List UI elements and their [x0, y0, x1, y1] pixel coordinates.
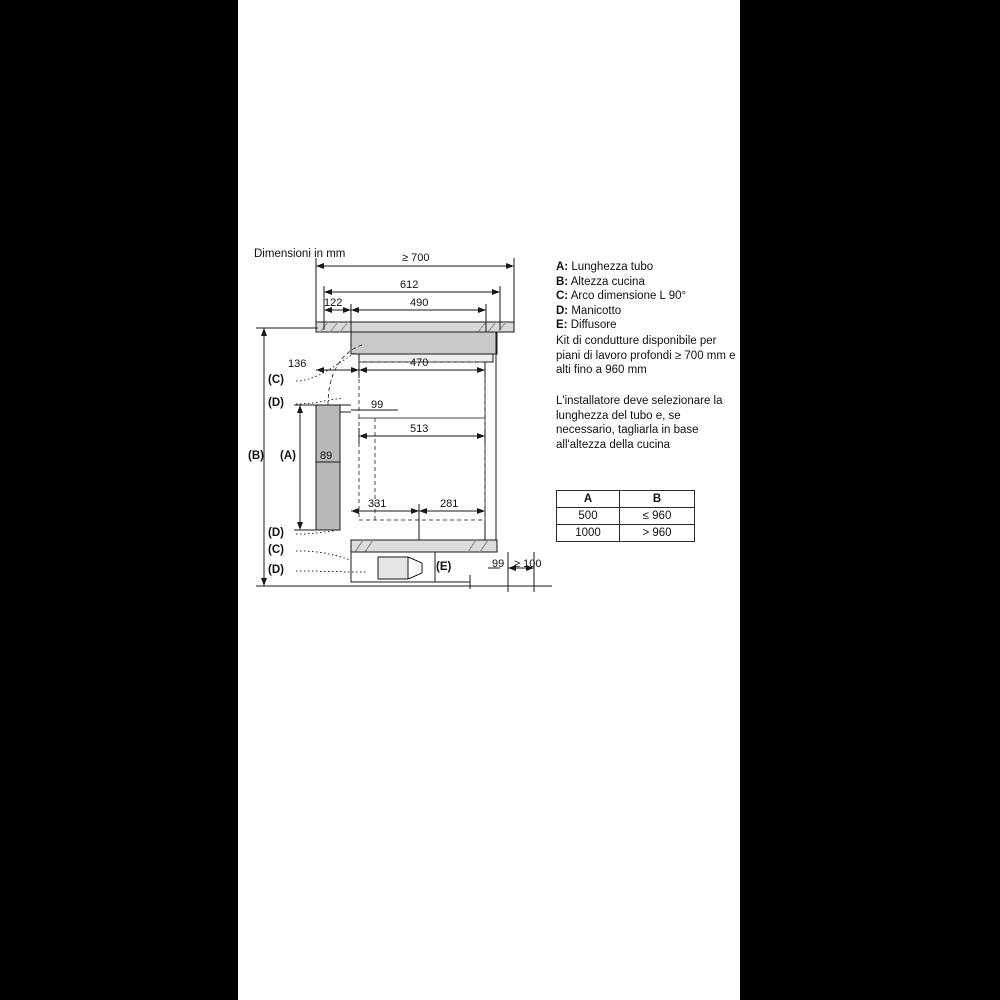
table-cell-a-2: 1000 [557, 525, 620, 542]
callout-d-bottom: (D) [268, 564, 284, 576]
callout-c-top: (C) [268, 374, 284, 386]
dim-99-upper: 99 [371, 399, 384, 411]
dim-490: 490 [410, 297, 429, 309]
dim-281: 281 [440, 498, 459, 510]
legend-key-b: B: [556, 275, 569, 288]
units-note: Dimensioni in mm [254, 248, 346, 260]
dim-122: 122 [324, 297, 343, 309]
dim-470: 470 [410, 357, 429, 369]
dim-331: 331 [368, 498, 387, 510]
table-cell-b-1: ≤ 960 [620, 508, 695, 525]
note-installer: L'installatore deve selezionare la lunghezza del tubo e, se necessario, tagliarla in base all'altezza della cucina [556, 395, 723, 451]
callout-b: (B) [248, 450, 264, 462]
dim-89: 89 [320, 450, 333, 462]
callout-c-bottom: (C) [268, 544, 284, 556]
table-cell-b-2: > 960 [620, 525, 695, 542]
legend-text-b: Altezza cucina [570, 275, 645, 288]
legend-key-e: E: [556, 319, 568, 331]
callout-e: (E) [436, 561, 452, 573]
callout-a: (A) [280, 450, 296, 462]
legend-text-d: Manicotto [571, 304, 622, 317]
letterbox-left [0, 0, 48, 1000]
legend-key-c: C: [556, 290, 569, 302]
technical-drawing-canvas [238, 0, 740, 1000]
table-cell-a-1: 500 [557, 508, 620, 525]
drawing-geometry [238, 0, 740, 1000]
dim-99-lower: 99 [492, 558, 505, 570]
legend-text-e: Diffusore [570, 319, 617, 331]
callout-d-mid: (D) [268, 527, 284, 539]
legend-text-a: Lunghezza tubo [571, 261, 654, 273]
letterbox-right [740, 0, 1000, 1000]
dim-100: ≥ 100 [514, 558, 542, 570]
legend-key-d: D: [556, 304, 569, 317]
legend-key-a: A: [556, 261, 569, 273]
table-header-b: B [620, 491, 695, 508]
dim-513: 513 [410, 423, 429, 435]
legend-text-c: Arco dimensione L 90° [570, 290, 687, 302]
note-kit-availability: Kit di condutture disponibile per piani di lavoro profondi ≥ 700 mm e alti fino a 960 mm [556, 335, 736, 376]
dim-612: 612 [400, 279, 419, 291]
letterbox-left-inner [48, 0, 238, 1000]
callout-d-top: (D) [268, 397, 284, 409]
table-header-a: A [557, 491, 620, 508]
dim-136: 136 [288, 358, 307, 370]
dim-top-total: ≥ 700 [402, 252, 430, 264]
